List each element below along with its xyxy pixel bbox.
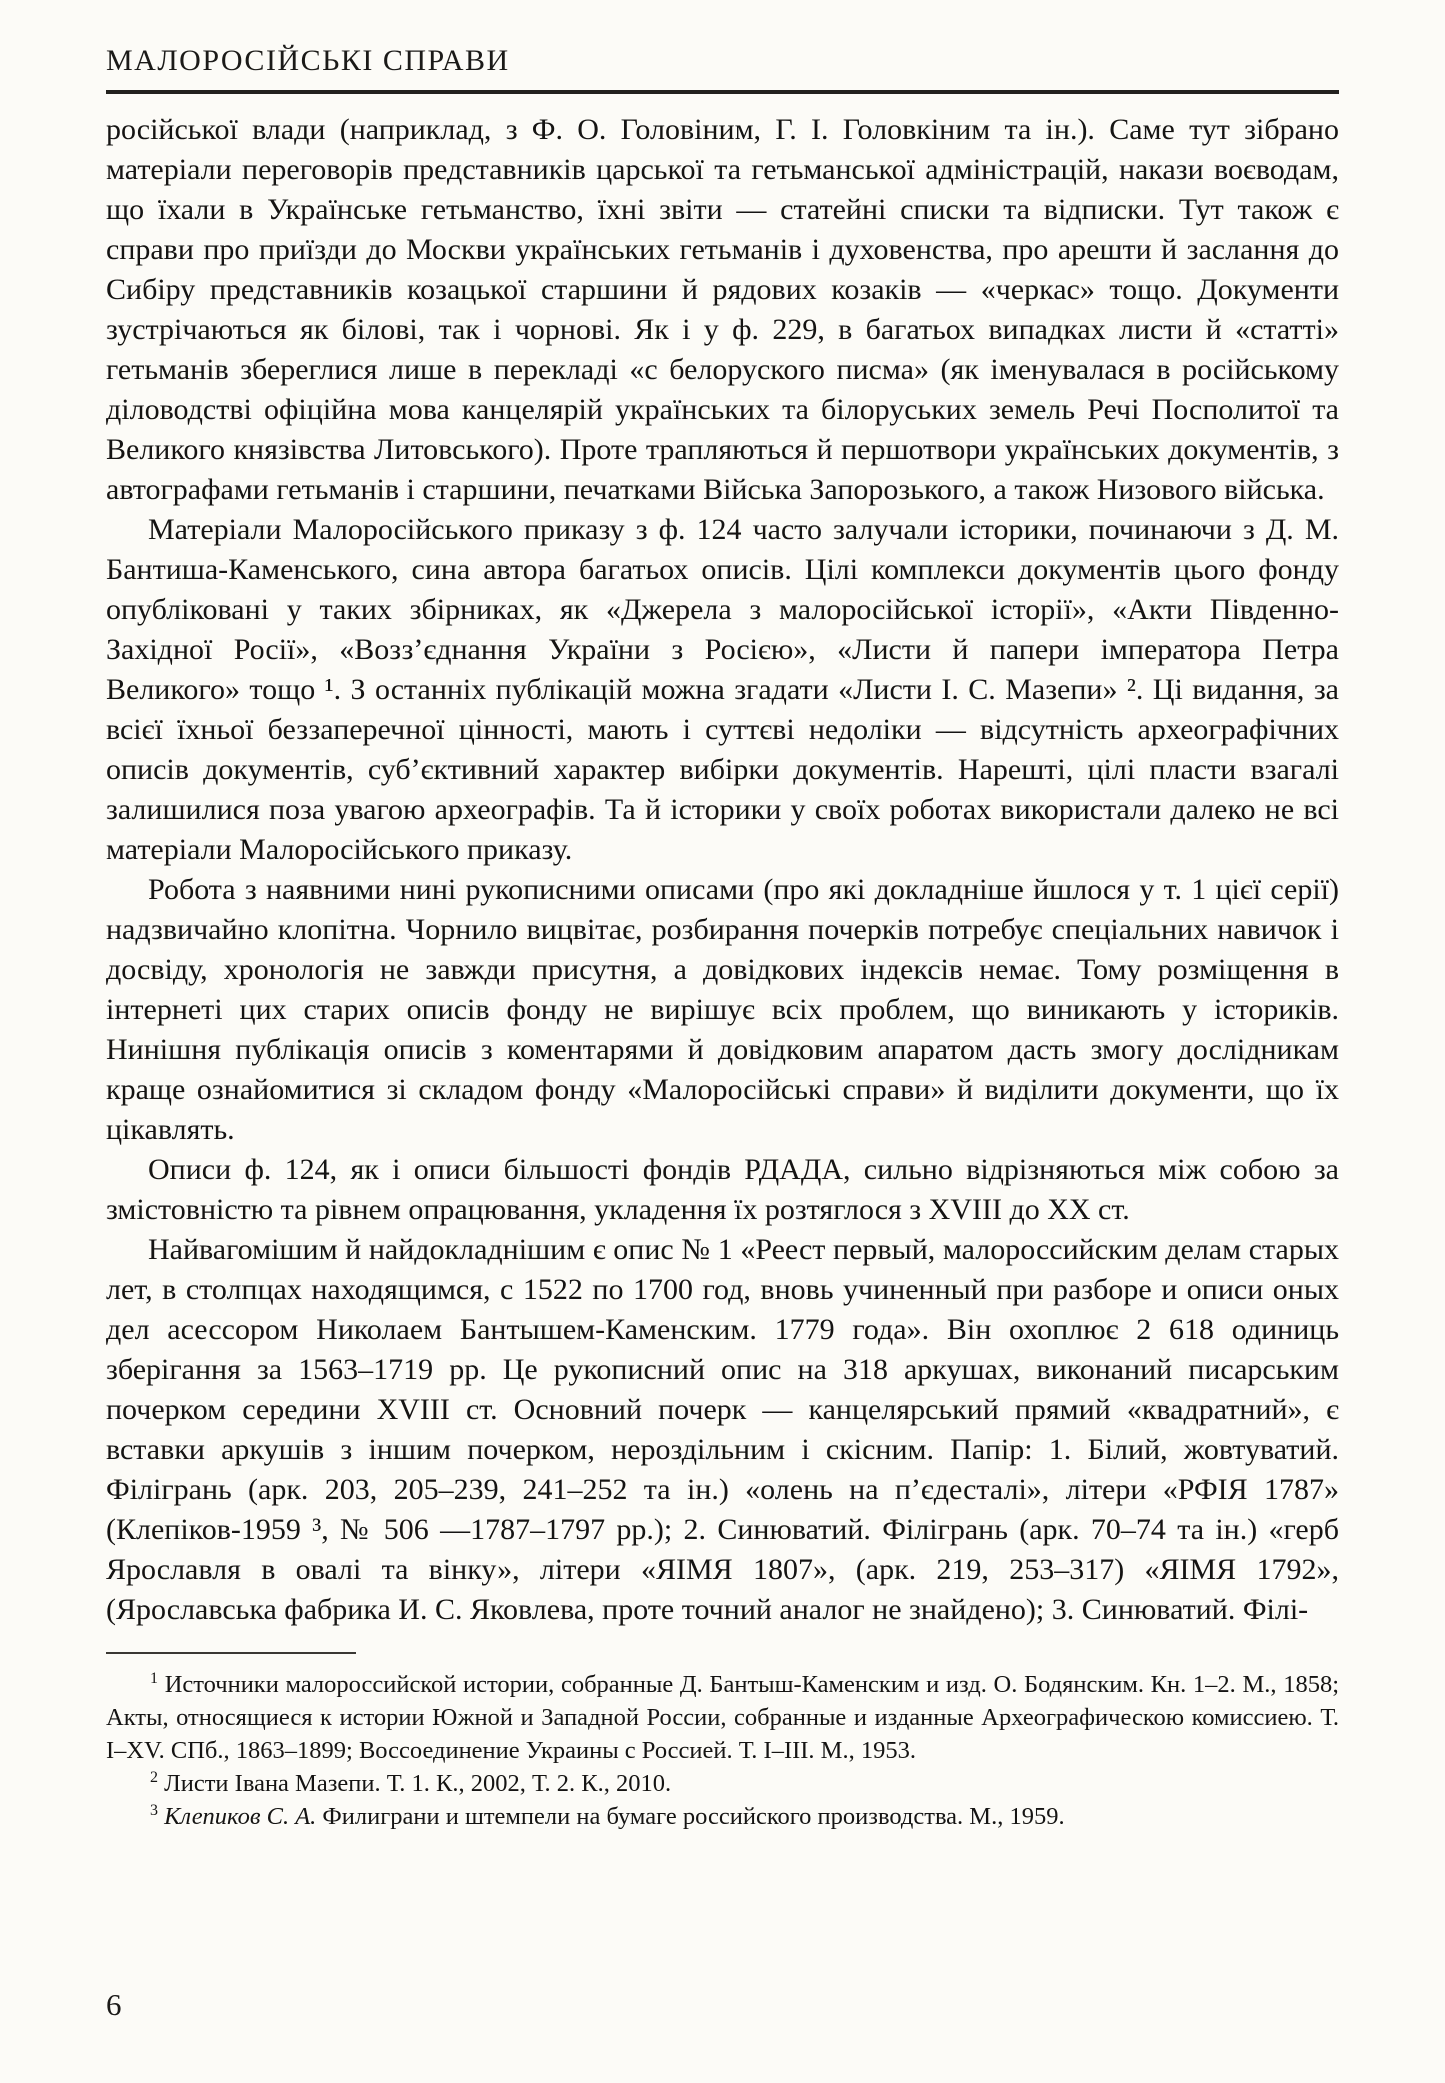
footnote-marker: 2 [150, 1768, 158, 1786]
footnotes-section [106, 1652, 1339, 1833]
footnote-marker: 1 [150, 1669, 158, 1687]
footnote-text: Источники малороссийской истории, собранные Д. Бантыш-Каменским и изд. О. Бодянским. Кн. 1–2. М., 1858; Акты, относящиеся к истории Южной и Западной России, собранные и изданные Археографическою комиссиею. Т. I–XV. СПб., 1863–1899; Воссоединение Украины с Россией. Т. I–III. М., 1953. [106, 1671, 1339, 1764]
footnote [106, 1800, 1339, 1833]
header-rule [106, 90, 1339, 94]
paragraph: Найвагомішим й найдокладнішим є опис № 1 «Реест первый, малороссийским делам старых лет, в столпцах находящимся, с 1522 по 1700 год, вновь учиненный при разборе и описи оных дел асессором Николаем Бантышем-Каменским. 1779 года». Він охоплює 2 618 одиниць зберігання за 1563–1719 рр. Це рукописний опис на 318 аркушах, виконаний писарським почерком середини XVIII ст. Основний почерк — канцелярський прямий «квадратний», є вставки аркушів з іншим почерком, нероздільним і скісним. Папір: 1. Білий, жовтуватий. Філігрань (арк. 203, 205–239, 241–252 та ін.) «олень на п’єдесталі», літери «РФІЯ 1787» (Клепіков-1959 ³, № 506 —1787–1797 рр.); 2. Синюватий. Філігрань (арк. 70–74 та ін.) «герб Ярославля в овалі та вінку», літери «ЯІМЯ 1807», (арк. 219, 253–317) «ЯІМЯ 1792», (Ярославська фабрика И. С. Яковлева, проте точний аналог не знайдено); 3. Синюватий. Філі- [106, 1233, 1339, 1626]
running-title: МАЛОРОСІЙСЬКІ СПРАВИ [106, 44, 510, 77]
running-header [106, 44, 1339, 94]
paragraph: Описи ф. 124, як і описи більшості фондів РДАДА, сильно відрізняються між собою за змістовністю та рівнем опрацювання, укладення їх розтяглося з XVIII до XX ст. [106, 1153, 1339, 1226]
footnote [106, 1767, 1339, 1800]
footnote-author: Клепиков С. А. [164, 1803, 317, 1830]
page-number: 6 [106, 1987, 122, 2022]
footnote-separator [106, 1652, 356, 1654]
paragraph: Робота з наявними нині рукописними описами (про які докладніше йшлося у т. 1 цієї серії) надзвичайно клопітна. Чорнило вицвітає, розбирання почерків потребує спеціальних навичок і досвіду, хронологія не завжди присутня, а довідкових індексів немає. Тому розміщення в інтернеті цих старих описів фонду не вирішує всіх проблем, що виникають у істориків. Нинішня публікація описів з коментарями й довідковим апаратом дасть змогу дослідникам краще ознайомитися зі складом фонду «Малоросійські справи» й виділити документи, що їх цікавлять. [106, 873, 1339, 1146]
footnote-text: Листи Івана Мазепи. Т. 1. К., 2002, Т. 2. К., 2010. [164, 1770, 672, 1797]
footnote-marker: 3 [150, 1801, 158, 1819]
paragraph: російської влади (наприклад, з Ф. О. Головіним, Г. І. Головкіним та ін.). Саме тут зібрано матеріали переговорів представників царської та гетьманської адміністрацій, накази воєводам, що їхали в Українське гетьманство, їхні звіти — статейні списки та відписки. Тут також є справи про приїзди до Москви українських гетьманів і духовенства, про арешти й заслання до Сибіру представників козацької старшини й рядових козаків — «черкас» тощо. Документи зустрічаються як білові, так і чорнові. Як і у ф. 229, в багатьох випадках листи й «статті» гетьманів збереглися лише в перекладі «с белоруского писма» (як іменувалася в російському діловодстві офіційна мова канцелярій українських та білоруських земель Речі Посполитої та Великого князівства Литовського). Проте трапляються й першотвори українських документів, з автографами гетьманів і старшини, печатками Війська Запорозького, а також Низового війська. [106, 113, 1339, 506]
paragraph: Матеріали Малоросійського приказу з ф. 124 часто залучали історики, починаючи з Д. М. Бантиша-Каменського, сина автора багатьох описів. Цілі комплекси документів цього фонду опубліковані у таких збірниках, як «Джерела з малоросійської історії», «Акти Південно-Західної Росії», «Возз’єднання України з Росією», «Листи й папери імператора Петра Великого» тощо ¹. З останніх публікацій можна згадати «Листи І. С. Мазепи» ². Ці видання, за всієї їхньої беззаперечної цінності, мають і суттєві недоліки — відсутність археографічних описів документів, суб’єктивний характер вибірки документів. Нарешті, цілі пласти взагалі залишилися поза увагою археографів. Та й історики у своїх роботах використали далеко не всі матеріали Малоросійського приказу. [106, 513, 1339, 866]
footnote-text: Филиграни и штемпели на бумаге российского производства. М., 1959. [322, 1803, 1065, 1830]
footnote [106, 1668, 1339, 1767]
body-text [106, 110, 1339, 1630]
